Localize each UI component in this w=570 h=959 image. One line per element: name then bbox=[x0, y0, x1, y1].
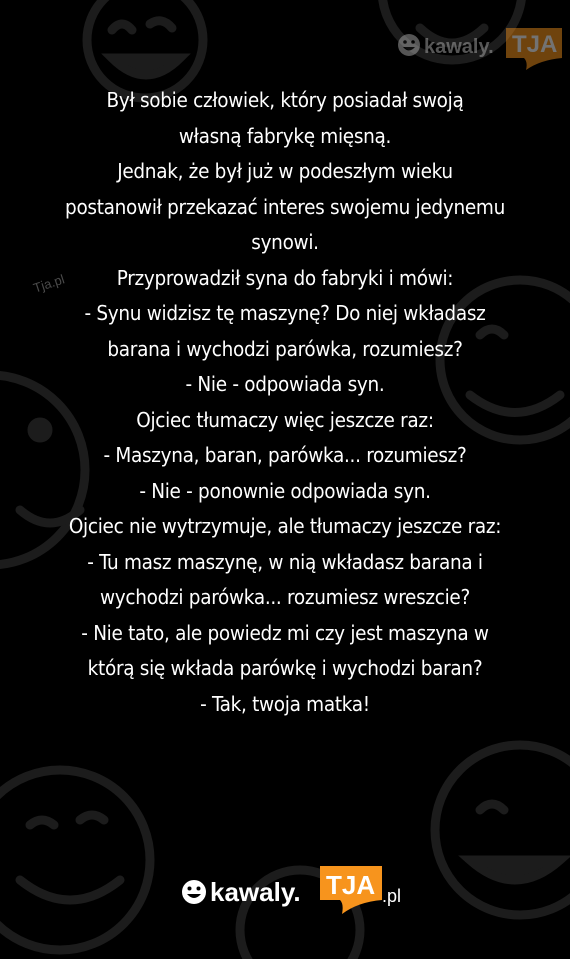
happy-face-icon bbox=[0, 770, 150, 950]
logo-watermark bbox=[396, 18, 566, 72]
joke-line: Jednak, że był już w podeszłym wieku bbox=[117, 159, 453, 183]
joke-line: którą się wkłada parówkę i wychodzi baran? bbox=[87, 656, 483, 680]
svg-text:TJA: TJA bbox=[512, 31, 558, 58]
logo-watermark-text: kawaly. bbox=[424, 36, 494, 58]
joke-line: - Nie - ponownie odpowiada syn. bbox=[139, 478, 431, 503]
joke-line: - Nie - odpowiada syn. bbox=[185, 372, 385, 396]
joke-line: synowi. bbox=[251, 230, 319, 254]
joke-line: wychodzi parówka... rozumiesz wreszcie? bbox=[100, 585, 470, 609]
joke-line: Przyprowadził syna do fabryki i mówi: bbox=[116, 265, 454, 290]
tja-watermark-label: Tja.pl bbox=[31, 271, 67, 296]
joke-line: - Maszyna, baran, parówka... rozumiesz? bbox=[103, 443, 467, 467]
joke-line: - Tu masz maszynę, w nią wkładasz barana i bbox=[87, 549, 483, 574]
smiley-icon bbox=[182, 880, 206, 904]
joke-line: postanowił przekazać interes swojemu jedynemu bbox=[65, 194, 505, 219]
joke-line: - Tak, twoja matka! bbox=[200, 691, 370, 716]
joke-line: - Synu widzisz tę maszynę? Do niej wkładasz bbox=[84, 301, 486, 325]
joke-line: barana i wychodzi parówka, rozumiesz? bbox=[107, 336, 463, 361]
logo-text: kawaly. bbox=[210, 877, 301, 907]
joke-line: własną fabrykę mięsną. bbox=[178, 123, 392, 148]
laughing-face-icon bbox=[435, 745, 570, 915]
joke-line: - Nie tato, ale powiedz mi czy jest maszyna w bbox=[81, 620, 489, 645]
joke-line: Był sobie człowiek, który posiadał swoją bbox=[106, 88, 464, 112]
joke-text bbox=[18, 83, 552, 722]
joke-line: Ojciec nie wytrzymuje, ale tłumaczy jeszcze raz: bbox=[68, 514, 502, 538]
site-logo bbox=[180, 858, 420, 918]
joke-line: Ojciec tłumaczy więc jeszcze raz: bbox=[136, 407, 434, 432]
logo-tld: .pl bbox=[382, 886, 402, 906]
smiley-icon bbox=[398, 34, 420, 56]
svg-text:TJA: TJA bbox=[326, 870, 376, 900]
